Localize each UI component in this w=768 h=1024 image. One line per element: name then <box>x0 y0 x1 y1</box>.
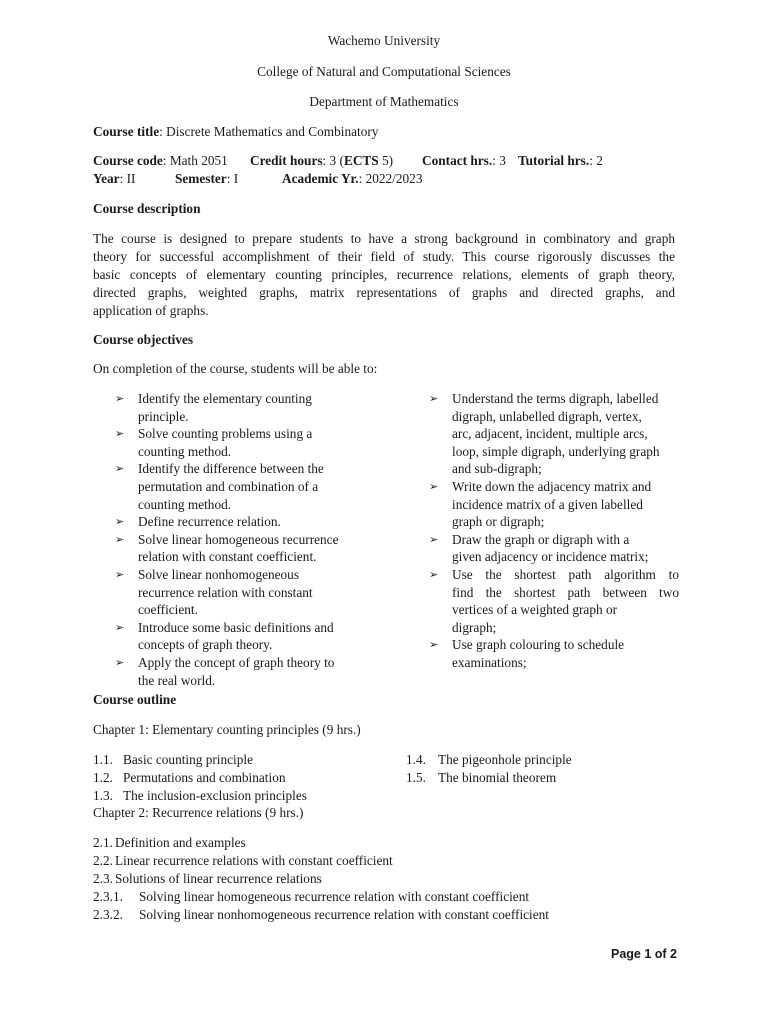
objective-line: digraph, unlabelled digraph, vertex, <box>452 408 642 424</box>
course-outline-heading: Course outline <box>93 692 177 707</box>
outline-text: Solving linear homogeneous recurrence relation with constant coefficient <box>139 889 530 904</box>
outline-number: 1.2. <box>93 770 113 785</box>
description-line: theory for successful accomplishment of their field of study. This course rigorously discusses the <box>93 249 675 264</box>
ects-label: ECTS <box>343 153 379 168</box>
course-code-label: Course code <box>93 153 163 168</box>
description-line: The course is designed to prepare students to have a strong background in combinatory and graph <box>93 231 675 246</box>
objective-item <box>93 460 358 513</box>
course-code-value: : Math 2051 <box>162 153 228 168</box>
objective-line: Define recurrence relation. <box>138 514 281 530</box>
course-title-line <box>93 124 378 140</box>
course-description-text <box>93 230 675 320</box>
objective-line: Solve linear nonhomogeneous <box>138 566 300 582</box>
objective-line: counting method. <box>138 443 232 459</box>
objective-line: relation with constant coefficient. <box>138 549 317 565</box>
objectives-left-list <box>93 390 358 689</box>
contact-hours-value: : 3 <box>492 153 506 168</box>
outline-text: Basic counting principle <box>123 752 253 767</box>
description-line: basic concepts of elementary counting principles, recurrence relations, elements of graph theory, <box>93 267 675 282</box>
arrow-bullet-icon: ➢ <box>115 392 125 405</box>
academic-year-value: : 2022/2023 <box>358 171 423 186</box>
outline-number: 1.5. <box>406 770 426 785</box>
chapter-1-title: Chapter 1: Elementary counting principles (9 hrs.) <box>93 722 361 737</box>
arrow-bullet-icon: ➢ <box>115 620 125 634</box>
objective-line: permutation and combination of a <box>138 478 319 494</box>
outline-number: 1.4. <box>406 752 426 767</box>
objective-line: Solve counting problems using a <box>138 426 313 442</box>
objective-line: Use graph colouring to schedule <box>452 637 625 653</box>
credit-hours-label: Credit hours <box>250 153 323 168</box>
objective-line: and sub-digraph; <box>452 461 542 477</box>
arrow-bullet-icon: ➢ <box>115 567 125 581</box>
semester-value: : I <box>226 171 239 186</box>
objective-item <box>93 566 358 619</box>
objective-item <box>407 566 679 636</box>
ects-value: 5) <box>378 153 394 168</box>
semester-label: Semester <box>175 171 227 186</box>
objective-line: recurrence relation with constant <box>138 584 313 600</box>
objective-line: arc, adjacent, incident, multiple arcs, <box>452 426 648 442</box>
outline-number: 2.3.2. <box>93 907 123 922</box>
outline-item <box>93 888 529 906</box>
course-description-heading: Course description <box>93 201 201 216</box>
objective-item <box>93 531 358 566</box>
objective-item <box>407 390 679 478</box>
department-name: Department of Mathematics <box>309 94 459 109</box>
outline-item <box>93 906 549 924</box>
outline-number: 2.1. <box>93 835 113 850</box>
objective-line: the real world. <box>138 672 216 688</box>
outline-text: Solutions of linear recurrence relations <box>115 871 322 886</box>
outline-text: Solving linear nonhomogeneous recurrence relation with constant coefficient <box>139 907 549 922</box>
objective-line: incidence matrix of a given labelled <box>452 496 643 512</box>
objective-line: find the shortest path between two <box>452 584 679 600</box>
outline-number: 1.3. <box>93 788 113 803</box>
objective-item <box>93 390 358 425</box>
objectives-right-list <box>407 390 679 672</box>
year-value: : II <box>119 171 136 186</box>
objective-line: graph or digraph; <box>452 514 545 530</box>
credit-hours <box>250 153 393 169</box>
description-line: application of graphs. <box>93 303 209 318</box>
course-code-line <box>93 153 228 169</box>
objective-line: Identify the difference between the <box>138 461 324 477</box>
outline-item <box>93 852 393 870</box>
objective-line: counting method. <box>138 496 232 512</box>
course-title-value: : Discrete Mathematics and Combinatory <box>159 124 379 139</box>
objective-line: Write down the adjacency matrix and <box>452 478 652 494</box>
objective-item <box>407 636 679 671</box>
objective-line: Introduce some basic definitions and <box>138 619 334 635</box>
page-number: Page 1 of 2 <box>611 947 677 961</box>
arrow-bullet-icon: ➢ <box>115 427 125 441</box>
tutorial-hours-label: Tutorial hrs. <box>518 153 590 168</box>
arrow-bullet-icon: ➢ <box>115 532 125 546</box>
objective-line: concepts of graph theory. <box>138 637 273 653</box>
outline-text: The inclusion-exclusion principles <box>123 788 307 803</box>
college-name: College of Natural and Computational Sciences <box>257 64 511 79</box>
year-label: Year <box>93 171 120 186</box>
objective-line: Draw the graph or digraph with a <box>452 531 630 547</box>
year-line <box>93 171 135 187</box>
tutorial-hours <box>518 153 603 169</box>
outline-text: Permutations and combination <box>123 770 286 785</box>
contact-hours-label: Contact hrs. <box>422 153 493 168</box>
outline-item <box>93 834 246 852</box>
objectives-intro: On completion of the course, students will be able to: <box>93 361 378 376</box>
outline-item <box>93 769 286 787</box>
outline-number: 2.3. <box>93 871 113 886</box>
outline-number: 2.3.1. <box>93 889 123 904</box>
objective-line: examinations; <box>452 654 527 670</box>
arrow-bullet-icon: ➢ <box>429 532 439 546</box>
outline-text: Definition and examples <box>115 835 246 850</box>
objective-line: Identify the elementary counting <box>138 391 312 406</box>
description-line: directed graphs, weighted graphs, matrix representations of graphs and directed graphs, and <box>93 285 675 300</box>
objective-item <box>407 478 679 531</box>
arrow-bullet-icon: ➢ <box>429 638 439 652</box>
objective-line: vertices of a weighted graph or <box>452 602 618 618</box>
outline-item <box>406 769 556 787</box>
arrow-bullet-icon: ➢ <box>115 462 125 476</box>
tutorial-hours-value: : 2 <box>589 153 603 168</box>
outline-item <box>93 787 307 805</box>
academic-year <box>282 171 422 187</box>
course-title-label: Course title <box>93 124 160 139</box>
arrow-bullet-icon: ➢ <box>429 567 439 581</box>
arrow-bullet-icon: ➢ <box>115 515 125 529</box>
objective-line: Apply the concept of graph theory to <box>138 654 335 670</box>
objective-item <box>93 425 358 460</box>
objective-line: digraph; <box>452 619 497 635</box>
outline-text: Linear recurrence relations with constant coefficient <box>115 853 393 868</box>
arrow-bullet-icon: ➢ <box>429 479 439 493</box>
objective-line: Solve linear homogeneous recurrence <box>138 531 339 547</box>
outline-item <box>93 870 322 888</box>
outline-text: The pigeonhole principle <box>438 752 572 767</box>
objective-item <box>93 619 358 654</box>
outline-number: 2.2. <box>93 853 113 868</box>
outline-item <box>406 751 572 769</box>
objective-item <box>93 654 358 689</box>
objective-line: loop, simple digraph, underlying graph <box>452 443 660 459</box>
arrow-bullet-icon: ➢ <box>429 392 439 405</box>
objective-item <box>93 513 358 531</box>
objective-line: principle. <box>138 408 189 424</box>
chapter-2-title: Chapter 2: Recurrence relations (9 hrs.) <box>93 805 304 820</box>
objective-line: Understand the terms digraph, labelled <box>452 391 659 406</box>
outline-item <box>93 751 253 769</box>
objective-line: Use the shortest path algorithm to <box>452 566 679 582</box>
objective-line: coefficient. <box>138 602 198 618</box>
semester <box>175 171 238 187</box>
objective-line: given adjacency or incidence matrix; <box>452 549 649 565</box>
arrow-bullet-icon: ➢ <box>115 655 125 669</box>
contact-hours <box>422 153 506 169</box>
university-name: Wachemo University <box>327 33 441 48</box>
outline-text: The binomial theorem <box>438 770 557 785</box>
outline-number: 1.1. <box>93 752 113 767</box>
course-objectives-heading: Course objectives <box>93 332 194 347</box>
academic-year-label: Academic Yr. <box>282 171 359 186</box>
credit-hours-value: : 3 ( <box>322 153 344 168</box>
objective-item <box>407 531 679 566</box>
